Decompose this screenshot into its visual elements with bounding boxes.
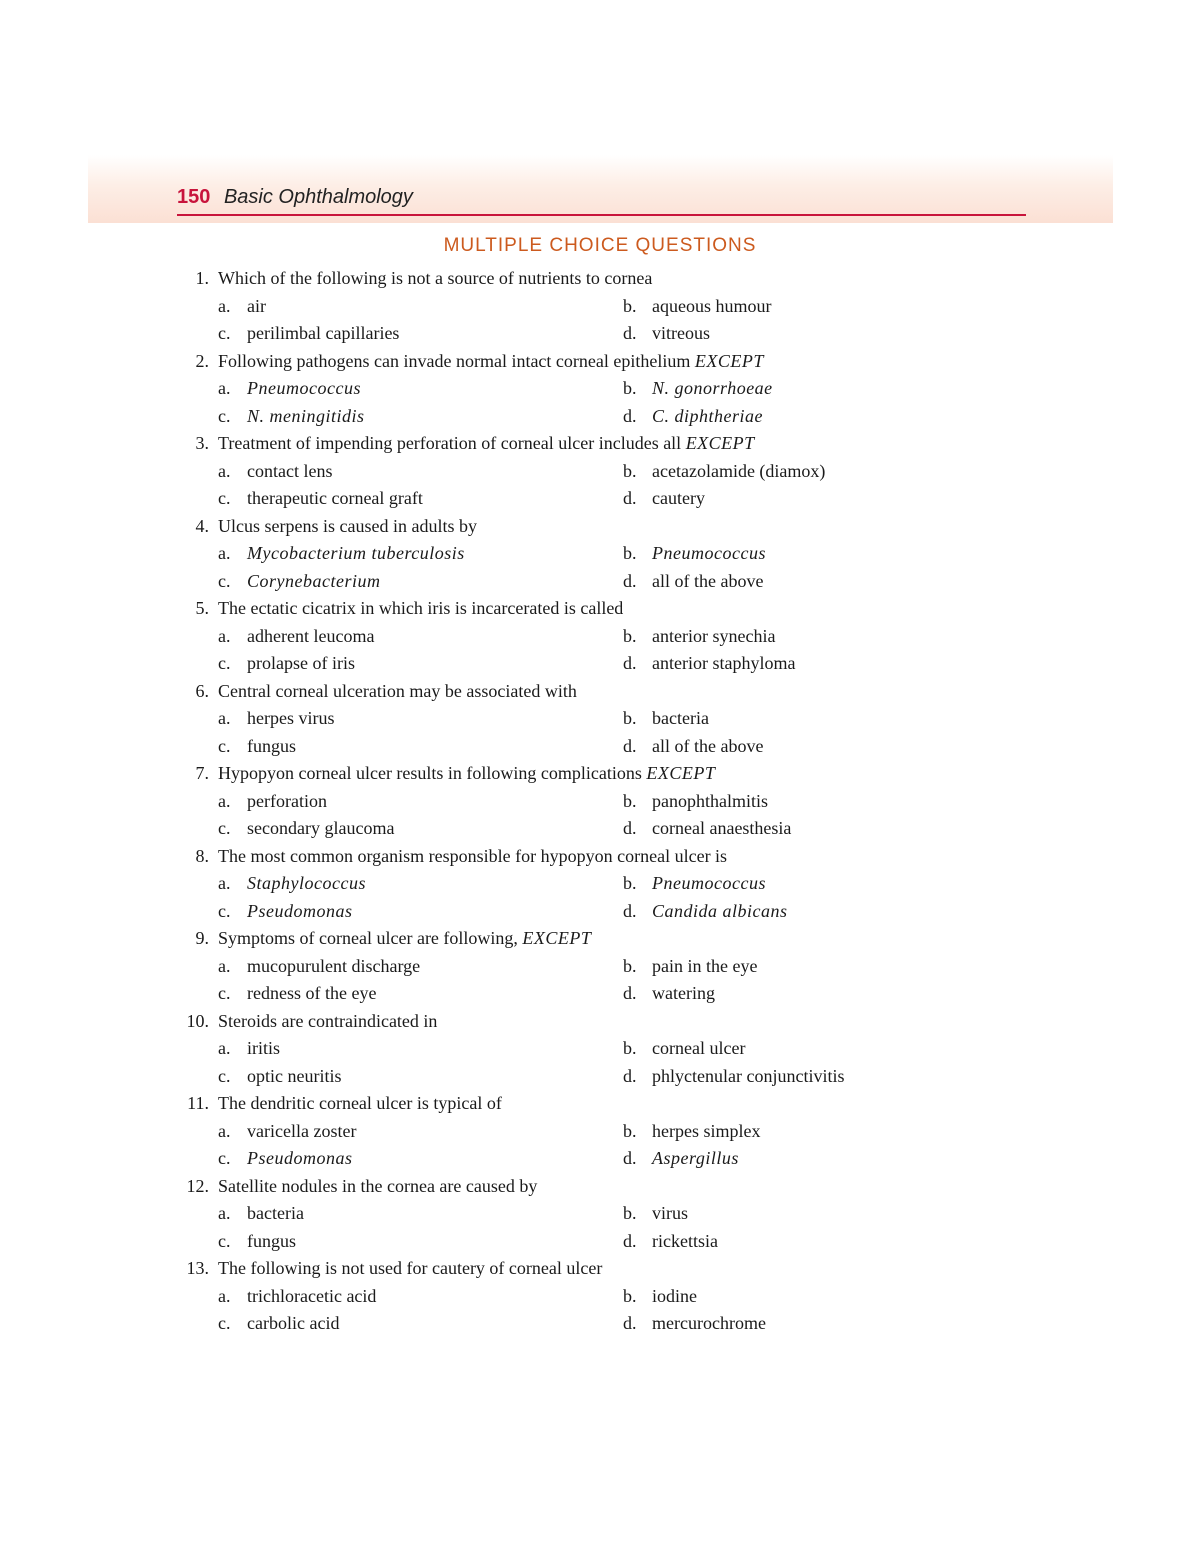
option-text: iritis <box>247 1038 281 1058</box>
option-letter: d. <box>623 983 637 1003</box>
option-d <box>623 980 715 1008</box>
option-b <box>623 1283 697 1311</box>
question-text-emphasis: EXCEPT <box>694 350 764 371</box>
option-d <box>623 1310 766 1338</box>
question-text-plain: Following pathogens can invade normal intact corneal epithelium <box>218 350 695 371</box>
option-text: therapeutic corneal graft <box>247 488 423 508</box>
option-text: watering <box>652 983 715 1003</box>
option-text: vitreous <box>652 323 710 343</box>
option-a <box>218 540 465 568</box>
option-row <box>0 788 1200 816</box>
option-text: optic neuritis <box>247 1065 342 1086</box>
question-number: 6. <box>195 680 209 701</box>
page-number: 150 <box>177 186 211 208</box>
option-letter: b. <box>623 708 637 728</box>
option-text: all of the above <box>652 735 764 756</box>
option-letter: a. <box>218 378 231 398</box>
option-row <box>0 733 1200 761</box>
option-row <box>0 320 1200 348</box>
option-text: corneal ulcer <box>652 1038 746 1058</box>
question-text <box>218 595 623 623</box>
option-text: carbolic acid <box>247 1313 340 1333</box>
question-text-plain: The most common organism responsible for hypopyon corneal ulcer is <box>218 845 728 866</box>
option-text: cautery <box>652 488 705 508</box>
question-text-plain: Satellite nodules in the cornea are caused by <box>218 1175 538 1196</box>
option-row <box>0 403 1200 431</box>
option-letter: c. <box>218 1065 231 1086</box>
option-c <box>218 568 380 596</box>
option-b <box>623 540 766 568</box>
option-letter: b. <box>623 378 637 398</box>
option-a <box>218 705 334 733</box>
question-text-plain: Steroids are contraindicated in <box>218 1010 438 1031</box>
option-text: fungus <box>247 735 296 756</box>
option-letter: a. <box>218 295 231 316</box>
option-text: herpes virus <box>247 708 335 728</box>
option-c <box>218 650 355 678</box>
option-text: corneal anaesthesia <box>652 818 792 838</box>
option-row <box>0 458 1200 486</box>
question-stem <box>0 1090 1200 1118</box>
option-b <box>623 293 771 321</box>
option-b <box>623 375 773 403</box>
question-number: 5. <box>195 598 209 618</box>
question-text-emphasis: EXCEPT <box>522 928 592 948</box>
question-text <box>218 1173 537 1201</box>
option-letter: b. <box>623 543 637 563</box>
question-stem <box>0 843 1200 871</box>
option-c <box>218 1145 353 1173</box>
option-text: Staphylococcus <box>247 873 366 893</box>
option-row <box>0 953 1200 981</box>
option-row <box>0 1310 1200 1338</box>
option-text: secondary glaucoma <box>247 818 395 838</box>
option-letter: b. <box>623 1203 637 1223</box>
question-stem <box>0 430 1200 458</box>
option-letter: a. <box>218 1038 231 1058</box>
option-d <box>623 898 788 926</box>
option-text: adherent leucoma <box>247 625 375 646</box>
question-stem <box>0 265 1200 293</box>
question-stem <box>0 760 1200 788</box>
option-text: mercurochrome <box>652 1313 766 1333</box>
question-number: 2. <box>195 350 209 371</box>
option-row <box>0 1145 1200 1173</box>
option-b <box>623 870 766 898</box>
option-letter: c. <box>218 653 231 673</box>
option-text: air <box>247 295 266 316</box>
question-stem <box>0 678 1200 706</box>
option-text: phlyctenular conjunctivitis <box>652 1065 845 1086</box>
question-number: 11. <box>187 1093 209 1113</box>
question-stem <box>0 1008 1200 1036</box>
option-letter: d. <box>623 488 637 508</box>
question-stem <box>0 595 1200 623</box>
option-text: aqueous humour <box>652 295 772 316</box>
option-letter: b. <box>623 1285 637 1306</box>
option-c <box>218 485 423 513</box>
option-row <box>0 485 1200 513</box>
option-text: fungus <box>247 1230 296 1251</box>
option-row <box>0 623 1200 651</box>
option-letter: d. <box>623 818 637 838</box>
question-number: 8. <box>195 845 209 866</box>
option-text: contact lens <box>247 460 333 481</box>
option-letter: d. <box>623 653 637 673</box>
option-b <box>623 623 775 651</box>
question-text-plain: Ulcus serpens is caused in adults by <box>218 515 477 536</box>
option-c <box>218 1063 341 1091</box>
option-text: N. gonorrhoeae <box>652 378 773 398</box>
question-text-plain: Symptoms of corneal ulcer are following, <box>218 928 523 948</box>
option-text: pain in the eye <box>652 955 758 976</box>
option-text: Mycobacterium tuberculosis <box>247 543 465 563</box>
option-d <box>623 403 763 431</box>
option-text: bacteria <box>652 708 709 728</box>
option-a <box>218 293 266 321</box>
option-a <box>218 458 332 486</box>
option-d <box>623 568 763 596</box>
option-letter: d. <box>623 900 637 921</box>
option-text: Pneumococcus <box>652 543 766 563</box>
option-letter: d. <box>623 570 637 591</box>
header-rule <box>177 214 1026 216</box>
option-text: N. meningitidis <box>247 405 365 426</box>
option-row <box>0 650 1200 678</box>
option-b <box>623 1118 760 1146</box>
option-text: rickettsia <box>652 1230 718 1251</box>
question-number: 7. <box>195 763 209 783</box>
option-row <box>0 375 1200 403</box>
question-text-emphasis: EXCEPT <box>685 433 755 453</box>
option-letter: a. <box>218 708 231 728</box>
option-text: all of the above <box>652 570 764 591</box>
option-letter: a. <box>218 790 231 811</box>
option-letter: a. <box>218 543 231 563</box>
option-letter: d. <box>623 735 637 756</box>
option-text: prolapse of iris <box>247 653 355 673</box>
option-row <box>0 1200 1200 1228</box>
question-text-plain: Hypopyon corneal ulcer results in following complications <box>218 763 647 783</box>
option-letter: c. <box>218 735 231 756</box>
option-letter: c. <box>218 818 231 838</box>
option-letter: c. <box>218 983 231 1003</box>
option-c <box>218 1228 296 1256</box>
option-letter: c. <box>218 570 231 591</box>
section-title: MULTIPLE CHOICE QUESTIONS <box>443 235 757 256</box>
option-a <box>218 1283 376 1311</box>
option-text: herpes simplex <box>652 1120 761 1141</box>
option-text: perforation <box>247 790 327 811</box>
question-text-plain: Which of the following is not a source of nutrients to cornea <box>218 268 653 288</box>
option-text: bacteria <box>247 1203 304 1223</box>
option-c <box>218 733 296 761</box>
question-text-plain: The following is not used for cautery of corneal ulcer <box>218 1258 603 1278</box>
option-letter: c. <box>218 1230 231 1251</box>
option-b <box>623 1035 745 1063</box>
option-letter: d. <box>623 323 637 343</box>
option-letter: b. <box>623 790 637 811</box>
option-letter: d. <box>623 1065 637 1086</box>
option-text: Pneumococcus <box>652 873 766 893</box>
option-row <box>0 870 1200 898</box>
option-row <box>0 540 1200 568</box>
option-letter: c. <box>218 405 231 426</box>
question-text <box>218 760 715 788</box>
option-b <box>623 458 825 486</box>
option-text: panophthalmitis <box>652 790 768 811</box>
question-text <box>218 265 652 293</box>
option-row <box>0 815 1200 843</box>
option-c <box>218 815 394 843</box>
option-a <box>218 623 374 651</box>
option-row <box>0 1118 1200 1146</box>
question-text <box>218 513 477 541</box>
option-b <box>623 953 757 981</box>
question-text <box>218 1090 502 1118</box>
option-c <box>218 980 376 1008</box>
option-letter: a. <box>218 955 231 976</box>
option-letter: d. <box>623 1148 637 1168</box>
option-c <box>218 1310 339 1338</box>
option-text: varicella zoster <box>247 1120 357 1141</box>
option-d <box>623 320 710 348</box>
option-d <box>623 815 791 843</box>
option-text: C. diphtheriae <box>652 405 763 426</box>
option-d <box>623 1145 739 1173</box>
question-stem <box>0 925 1200 953</box>
question-text-plain: Central corneal ulceration may be associated with <box>218 680 577 701</box>
question-text <box>218 678 577 706</box>
question-text-plain: The dendritic corneal ulcer is typical of <box>218 1093 502 1113</box>
option-a <box>218 375 361 403</box>
option-text: Pseudomonas <box>247 900 353 921</box>
option-d <box>623 1063 844 1091</box>
option-row <box>0 980 1200 1008</box>
question-stem <box>0 1255 1200 1283</box>
book-title: Basic Ophthalmology <box>223 186 413 208</box>
option-a <box>218 1200 304 1228</box>
question-number: 3. <box>195 433 209 453</box>
option-text: acetazolamide (diamox) <box>652 460 826 481</box>
running-head <box>177 184 413 210</box>
option-d <box>623 733 763 761</box>
question-text <box>218 1008 437 1036</box>
question-list <box>0 265 1200 1338</box>
question-text <box>218 348 764 376</box>
option-letter: c. <box>218 900 231 921</box>
option-text: Candida albicans <box>652 900 788 921</box>
option-letter: a. <box>218 1203 231 1223</box>
option-letter: d. <box>623 1230 637 1251</box>
option-b <box>623 1200 688 1228</box>
option-letter: c. <box>218 488 231 508</box>
option-text: Corynebacterium <box>247 570 381 591</box>
option-text: Aspergillus <box>652 1148 739 1168</box>
question-number: 13. <box>186 1258 209 1278</box>
question-stem <box>0 348 1200 376</box>
option-letter: a. <box>218 1120 231 1141</box>
option-row <box>0 1063 1200 1091</box>
question-text <box>218 1255 602 1283</box>
option-row <box>0 1228 1200 1256</box>
option-letter: a. <box>218 873 231 893</box>
option-text: virus <box>652 1203 688 1223</box>
question-text <box>218 843 727 871</box>
option-b <box>623 705 709 733</box>
option-letter: a. <box>218 625 231 646</box>
option-text: redness of the eye <box>247 983 377 1003</box>
option-letter: a. <box>218 460 231 481</box>
question-text-plain: Treatment of impending perforation of corneal ulcer includes all <box>218 433 686 453</box>
question-number: 12. <box>186 1175 209 1196</box>
option-letter: b. <box>623 873 637 893</box>
question-text-emphasis: EXCEPT <box>646 763 716 783</box>
option-d <box>623 1228 718 1256</box>
question-number: 1. <box>195 268 209 288</box>
question-text <box>218 430 755 458</box>
option-d <box>623 650 795 678</box>
option-b <box>623 788 768 816</box>
option-row <box>0 1283 1200 1311</box>
option-a <box>218 788 327 816</box>
option-letter: b. <box>623 1120 637 1141</box>
option-text: Pneumococcus <box>247 378 361 398</box>
option-text: perilimbal capillaries <box>247 323 400 343</box>
question-number: 4. <box>195 515 209 536</box>
option-letter: b. <box>623 955 637 976</box>
option-row <box>0 568 1200 596</box>
question-stem <box>0 513 1200 541</box>
question-number: 9. <box>195 928 209 948</box>
option-a <box>218 1035 280 1063</box>
question-number: 10. <box>186 1010 209 1031</box>
option-c <box>218 320 399 348</box>
question-text-plain: The ectatic cicatrix in which iris is incarcerated is called <box>218 598 624 618</box>
option-letter: b. <box>623 295 637 316</box>
option-c <box>218 403 365 431</box>
option-row <box>0 898 1200 926</box>
option-text: trichloracetic acid <box>247 1285 377 1306</box>
option-text: Pseudomonas <box>247 1148 353 1168</box>
option-d <box>623 485 705 513</box>
question-stem <box>0 1173 1200 1201</box>
option-a <box>218 1118 356 1146</box>
option-a <box>218 870 366 898</box>
option-letter: d. <box>623 405 637 426</box>
option-letter: b. <box>623 1038 637 1058</box>
option-letter: b. <box>623 460 637 481</box>
option-c <box>218 898 353 926</box>
option-text: mucopurulent discharge <box>247 955 421 976</box>
option-letter: a. <box>218 1285 231 1306</box>
question-text <box>218 925 591 953</box>
option-letter: c. <box>218 323 231 343</box>
option-a <box>218 953 420 981</box>
option-text: anterior staphyloma <box>652 653 796 673</box>
option-row <box>0 1035 1200 1063</box>
option-row <box>0 293 1200 321</box>
option-letter: c. <box>218 1148 231 1168</box>
option-letter: d. <box>623 1313 637 1333</box>
option-letter: b. <box>623 625 637 646</box>
option-text: iodine <box>652 1285 697 1306</box>
option-row <box>0 705 1200 733</box>
option-letter: c. <box>218 1313 231 1333</box>
option-text: anterior synechia <box>652 625 776 646</box>
